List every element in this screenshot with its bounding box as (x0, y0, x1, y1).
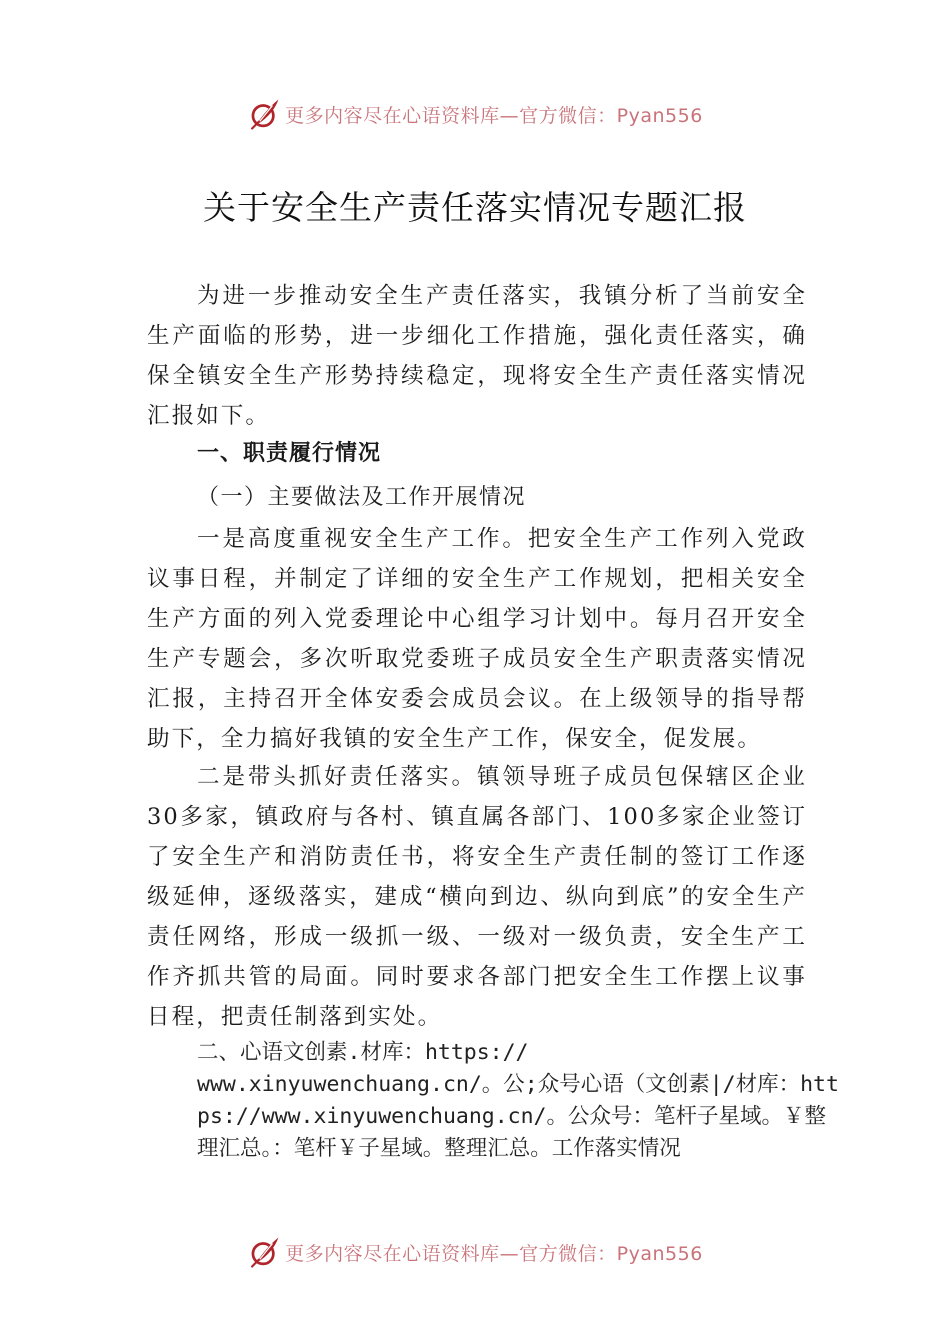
subsection-heading: （一）主要做法及工作开展情况 (197, 485, 527, 510)
quill-logo-icon (247, 1235, 281, 1269)
watermark-text: 更多内容尽在心语资料库—官方微信：Pyan556 (285, 1242, 703, 1265)
watermark-text: 更多内容尽在心语资料库—官方微信：Pyan556 (285, 104, 703, 127)
quill-logo-icon (247, 97, 281, 131)
section-heading: 一、职责履行情况 (197, 441, 382, 466)
document-title: 关于安全生产责任落实情况专题汇报 (203, 188, 747, 227)
header-watermark-banner (0, 94, 950, 134)
intro-paragraph: 为进一步推动安全生产责任落实，我镇分析了当前安全生产面临的形势，进一步细化工作措施，强化责任落实，确保全镇安全生产形势持续稳定，现将安全生产责任落实情况汇报如下。 (147, 283, 807, 429)
paragraph-watermarked-section: 二、心语文创素.材库：https:// www.xinyuwenchuang.cn/。公;众号心语（文创素|/材库：https://www.xinyuwenchuang.cn/。公众号：笔杆子星域。￥整理汇总。：笔杆￥子星域。整理汇总。工作落实情况 (197, 1040, 839, 1161)
paragraph-second-point: 二是带头抓好责任落实。镇领导班子成员包保辖区企业30多家，镇政府与各村、镇直属各部门、100多家企业签订了安全生产和消防责任书，将安全生产责任制的签订工作逐级延伸，逐级落实，建成“横向到边、纵向到底”的安全生产责任网络，形成一级抓一级、一级对一级负责，安全生产工作齐抓共管的局面。同时要求各部门把安全生工作摆上议事日程，把责任制落到实处。 (147, 764, 807, 1030)
paragraph-first-point: 一是高度重视安全生产工作。把安全生产工作列入党政议事日程，并制定了详细的安全生产工作规划，把相关安全生产方面的列入党委理论中心组学习计划中。每月召开安全生产专题会，多次听取党委班子成员安全生产职责落实情况汇报，主持召开全体安委会成员会议。在上级领导的指导帮助下，全力搞好我镇的安全生产工作，保安全，促发展。 (147, 526, 807, 752)
footer-watermark-banner (0, 1232, 950, 1272)
